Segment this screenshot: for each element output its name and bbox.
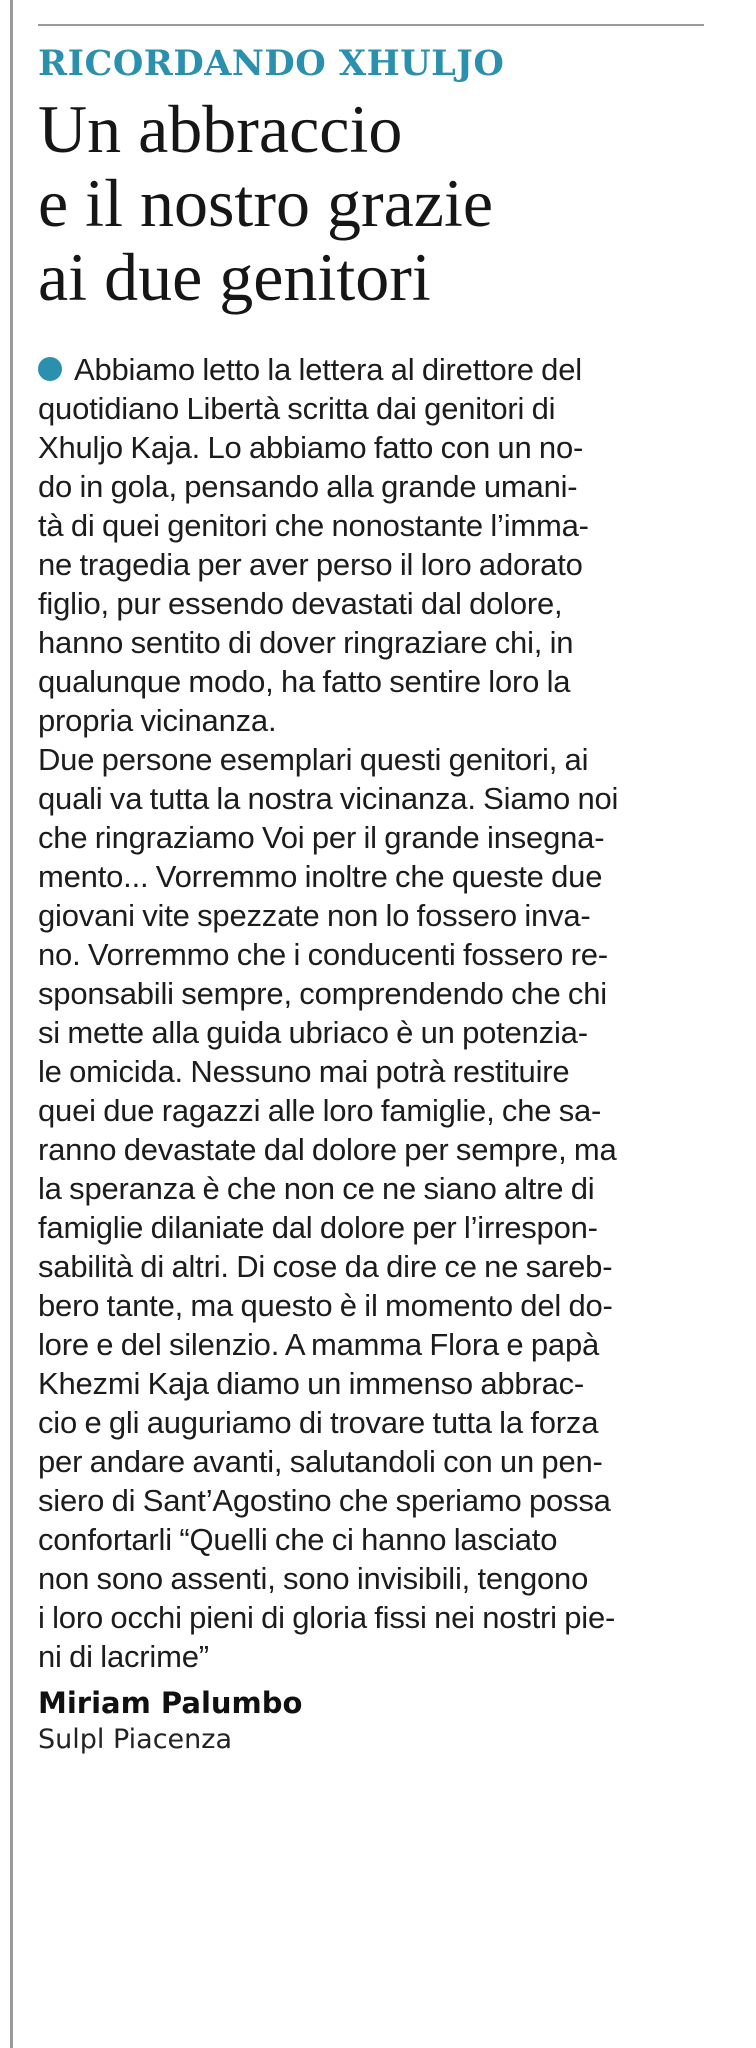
body-line: sabilità di altri. Di cose da dire ce ne sareb-	[38, 1249, 613, 1284]
author-name: Miriam Palumbo	[38, 1686, 303, 1720]
headline-line: e il nostro grazie	[38, 165, 494, 241]
body-line: sponsabili sempre, comprendendo che chi	[38, 976, 607, 1011]
article-kicker: RICORDANDO XHULJO	[38, 43, 505, 84]
body-line: ni di lacrime”	[38, 1639, 209, 1674]
body-line: quotidiano Libertà scritta dai genitori di	[38, 391, 556, 426]
body-line: no. Vorremmo che i conducenti fossero re-	[38, 937, 608, 972]
body-line: ranno devastate dal dolore per sempre, ma	[38, 1132, 617, 1167]
body-line: propria vicinanza.	[38, 703, 277, 738]
body-line: Khezmi Kaja diamo un immenso abbrac-	[38, 1366, 585, 1401]
headline-line: ai due genitori	[38, 239, 431, 315]
article-headline	[38, 92, 704, 314]
body-line: confortarli “Quelli che ci hanno lasciato	[38, 1522, 558, 1557]
body-line-text: Abbiamo letto la lettera al direttore del	[74, 352, 582, 387]
body-line: hanno sentito di dover ringraziare chi, in	[38, 625, 574, 660]
body-line: ne tragedia per aver perso il loro adorato	[38, 547, 583, 582]
headline-line: Un abbraccio	[38, 91, 403, 167]
body-line: i loro occhi pieni di gloria fissi nei nostri pie-	[38, 1600, 616, 1635]
body-line: che ringraziamo Voi per il grande insegna-	[38, 820, 605, 855]
letter-article	[38, 42, 704, 1758]
body-line: cio e gli auguriamo di trovare tutta la forza	[38, 1405, 599, 1440]
body-line: giovani vite spezzate non lo fossero inva-	[38, 898, 591, 933]
body-line: non sono assenti, sono invisibili, tengono	[38, 1561, 589, 1596]
column-top-rule	[38, 24, 704, 26]
body-line: tà di quei genitori che nonostante l’imma-	[38, 508, 589, 543]
body-line: do in gola, pensando alla grande umani-	[38, 469, 578, 504]
bullet-dot-icon	[38, 357, 62, 381]
body-line: quei due ragazzi alle loro famiglie, che sa-	[38, 1093, 602, 1128]
body-line: bero tante, ma questo è il momento del do-	[38, 1288, 613, 1323]
body-line: la speranza è che non ce ne siano altre di	[38, 1171, 595, 1206]
body-line: figlio, pur essendo devastati dal dolore,	[38, 586, 563, 621]
body-line: siero di Sant’Agostino che speriamo possa	[38, 1483, 611, 1518]
body-line: lore e del silenzio. A mamma Flora e papà	[38, 1327, 600, 1362]
body-line: mento... Vorremmo inoltre che queste due	[38, 859, 603, 894]
body-line: le omicida. Nessuno mai potrà restituire	[38, 1054, 570, 1089]
body-line: qualunque modo, ha fatto sentire loro la	[38, 664, 571, 699]
body-line: si mette alla guida ubriaco è un potenzia-	[38, 1015, 588, 1050]
column-left-rule	[10, 0, 13, 2048]
body-line-first	[38, 350, 704, 389]
body-line: famiglie dilaniate dal dolore per l’irrespon-	[38, 1210, 598, 1245]
body-line: Due persone esemplari questi genitori, ai	[38, 742, 589, 777]
article-body	[38, 350, 704, 1676]
body-line: per andare avanti, salutandoli con un pen-	[38, 1444, 603, 1479]
author-affiliation: Sulpl Piacenza	[38, 1724, 232, 1755]
body-line: quali va tutta la nostra vicinanza. Siamo noi	[38, 781, 619, 816]
body-line: Xhuljo Kaja. Lo abbiamo fatto con un no-	[38, 430, 584, 465]
